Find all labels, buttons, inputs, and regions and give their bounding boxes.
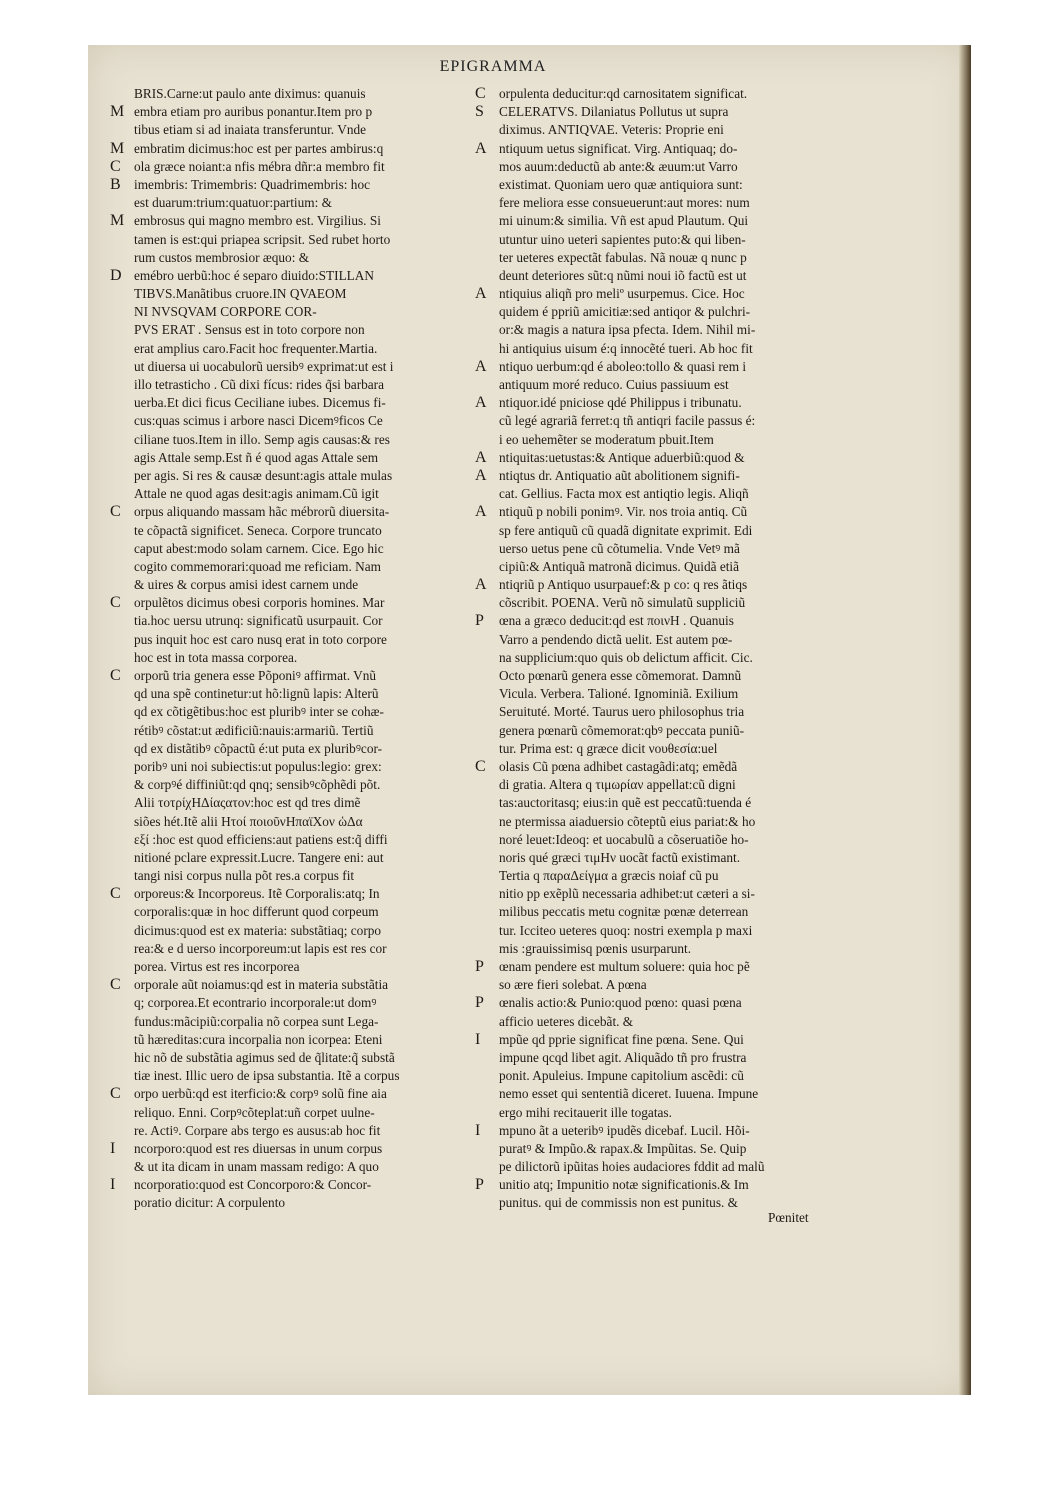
text-line [475,758,847,776]
text-line [475,612,847,630]
text-line [110,740,482,758]
text-line [110,267,482,285]
text-line [475,994,847,1012]
line-text: hic nõ de substãtia agimus sed de q̃litate:q̃ substã [134,1049,395,1065]
line-text: Varro a pendendo dictã uelit. Est autem pœ- [499,631,733,647]
line-text: εξί :hoc est quod efficiens:aut patiens est:q̃ diffi [134,831,388,847]
line-text: ntiquũ p nobili ponimꝰ. Vir. nos troia antiq. Cũ [499,504,748,520]
text-line [110,576,482,594]
text-line [475,1049,847,1067]
initial-letter: P [475,1176,484,1194]
text-line [110,522,482,540]
line-text: & uires & corpus amisi idest carnem unde [134,577,359,593]
text-line [110,667,482,685]
initial-letter: C [110,976,121,994]
line-text: ntiqriũ p Antiquo usurpauef:& p co: q res ãtiqs [499,577,748,593]
text-line [475,867,847,885]
text-line [110,412,482,430]
text-line [110,1049,482,1067]
text-line [110,558,482,576]
line-text: punitus. qui de commissis non est punitus. & [499,1195,738,1211]
initial-letter: C [110,594,121,612]
initial-letter: C [110,885,121,903]
initial-letter: A [475,503,487,521]
initial-letter: P [475,612,484,630]
initial-letter: D [110,266,122,284]
line-text: ncorporo:quod est res diuersas in unum corpus [134,1140,383,1156]
text-line [475,703,847,721]
line-text: poratio dicitur: A corpulento [134,1195,286,1211]
text-line [475,722,847,740]
line-text: afficio ueteres dicebãt. & [499,1013,634,1029]
line-text: cus:quas scimus i arbore nasci Dicemꝰficos Ce [134,413,383,429]
line-text: cat. Gellius. Facta mox est antiqtio legis. Aliqñ [499,486,749,502]
text-line [110,849,482,867]
text-line [110,467,482,485]
text-line [475,649,847,667]
line-text: PVS ERAT . Sensus est in toto corpore non [134,322,365,338]
text-line [110,631,482,649]
initial-letter: M [110,139,125,157]
line-text: fere meliora esse consueuerunt:aut mores: num [499,195,750,211]
line-text: poribꝰ uni noi subiectis:ut populus:legio: grex: [134,758,382,774]
line-text: embrosus qui magno membro est. Virgilius. Si [134,213,381,229]
text-line [110,85,482,103]
text-line [475,376,847,394]
text-line [110,321,482,339]
line-text: fundus:mãcipiũ:corpalia nõ corpea sunt Lega- [134,1013,379,1029]
text-line [110,1013,482,1031]
initial-letter: C [110,667,121,684]
text-line [475,631,847,649]
line-text: embra etiam pro auribus ponantur.Item pro p [134,104,373,120]
text-line [475,813,847,831]
text-line [475,958,847,976]
text-line [475,667,847,685]
text-line [110,922,482,940]
line-text: ciliane tuos.Item in illo. Semp agis causas:& res [134,431,390,447]
text-line [475,412,847,430]
line-text: noris qué græci τιμΗν uocãt factũ existimant. [499,849,741,865]
text-line [475,121,847,139]
text-line [110,594,482,612]
line-text: & corpꝰé diffiniũt:qd qnq; sensibꝰcõphẽdi põt. [134,777,381,793]
line-text: cogito commemorari:quoad me reficiam. Nam [134,558,382,574]
line-text: orpulẽtos dicimus obesi corporis homines. Mar [134,595,385,611]
line-text: reliquo. Enni. Corpꝰcõteplat:uñ corpet uulne- [134,1104,375,1120]
line-text: nitio pp exẽplũ necessaria adhibet:ut cæteri a si- [499,886,755,902]
line-text: corporalis:quæ in hoc differunt quod corpeum [134,904,379,920]
initial-letter: A [475,448,487,466]
line-text: embratim dicimus:hoc est per partes ambirus:q [134,140,384,156]
text-line [110,940,482,958]
line-text: orporũ tria genera esse Põponiꝰ affirmat. Vnũ [134,668,377,683]
line-text: NI NVSQVAM CORPORE COR- [134,304,317,320]
running-title: EPIGRAMMA [439,58,547,75]
initial-letter: A [475,357,487,375]
text-line [475,558,847,576]
text-line [475,903,847,921]
line-text: & ut ita dicam in unam massam redigo: A quo [134,1159,379,1175]
text-line [110,758,482,776]
initial-letter: A [475,466,487,484]
initial-letter: I [110,1176,116,1194]
text-line [110,649,482,667]
initial-letter: I [475,1030,481,1048]
text-line [475,849,847,867]
text-line [475,394,847,412]
text-line [110,976,482,994]
line-text: cõscribit. POENA. Verũ nõ simulatũ suppliciũ [499,595,746,611]
text-line [110,1031,482,1049]
text-line [475,1013,847,1031]
line-text: erat amplius caro.Facit hoc frequenter.Martia. [134,340,378,356]
text-line [475,249,847,267]
text-line [110,158,482,176]
text-line [475,1122,847,1140]
line-text: tangi nisi corpus nulla põt res.a corpus fit [134,868,355,884]
line-text: ntiquo uerbum:qd é aboleo:tollo & quasi rem i [499,358,747,374]
text-line [475,885,847,903]
line-text: antiquum moré reduco. Cuius passiuum est [499,377,729,392]
text-line [475,140,847,158]
line-text: impune qcqd libet agit. Aliquãdo tñ pro frustra [499,1049,747,1065]
line-text: qd ex distãtibꝰ cõpactũ é:ut puta ex pluribꝰcor- [134,740,383,756]
text-line [475,431,847,449]
line-text: tibus etiam si ad inaiata transferuntur. Vnde [134,122,367,138]
line-text: ne ptermissa aiaduersio cõteptũ eius pariat:& ho [499,813,756,829]
binding-edge [959,45,971,1395]
line-text: œnam pendere est multum soluere: quia hoc pẽ [499,959,750,974]
initial-letter: C [110,157,121,175]
text-line [475,1085,847,1103]
text-line [110,813,482,831]
text-line [475,540,847,558]
line-text: orpus aliquando massam hãc mébrorũ diuersita- [134,504,390,520]
line-text: di gratia. Altera q τιμωρίαν appellat:cũ digni [499,777,736,793]
line-text: ter ueteres expectãt fabulas. Nã nouæ q nunc p [499,249,747,265]
text-line [110,722,482,740]
text-line [475,976,847,994]
line-text: unitio atq; Impunitio notæ significationis.& Im [499,1177,749,1193]
line-text: nitioné pclare expressit.Lucre. Tangere eni: aut [134,849,384,865]
initial-letter: I [110,1139,116,1157]
text-line [110,394,482,412]
line-text: œna a græco deducit:qd est ποινΗ . Quanuis [499,613,734,629]
text-line [475,594,847,612]
line-text: noré leuet:Ideoq: et uocabulũ a cõseruatiõe ho- [499,831,749,847]
line-text: ntiquitas:uetustas:& Antique aduerbiũ:quod & [499,449,745,465]
text-line [110,867,482,885]
line-text: orporale aũt noiamus:qd est in materia substãtia [134,977,389,993]
text-line [110,231,482,249]
line-text: rea:& e d uerso incorporeum:ut lapis est res cor [134,940,387,956]
initial-letter: C [110,1085,121,1103]
text-line [475,1158,847,1176]
text-line [475,231,847,249]
line-text: q; corporea.Et econtrario incorporale:ut domꝰ [134,995,377,1011]
line-text: ntiquor.idé pniciose qdé Philippus i tribunatu. [499,395,742,411]
text-line [475,103,847,121]
line-text: emébro uerbũ:hoc é separo diuido:STILLAN [134,267,375,283]
text-line [110,249,482,267]
text-line [110,1176,482,1194]
text-line [475,358,847,376]
line-text: mi uinum:& similia. Vñ est apud Plautum. Qui [499,213,749,229]
text-line [475,267,847,285]
line-text: mpuno ãt a ueteribꝰ ipudẽs dicebaf. Lucil. Hõi- [499,1122,750,1138]
text-line [475,522,847,540]
text-line [110,958,482,976]
line-text: ntiquius aliqñ pro meliº usurpemus. Cice. Hoc [499,286,745,302]
text-line [110,212,482,230]
text-line [110,1158,482,1176]
line-text: diximus. ANTIQVAE. Veteris: Proprie eni [499,122,724,138]
line-text: ntiquum uetus significat. Virg. Antiquaq; do- [499,140,738,156]
line-text: mpũe qd pprie significat fine pœna. Sene. Qui [499,1031,744,1047]
line-text: utuntur uino ueteri sapientes puto:& qui liben- [499,231,746,247]
line-text: hi antiquius uisum é:q innocẽté tueri. Ab hoc fit [499,340,753,356]
text-line [110,1122,482,1140]
line-text: tur. Icciteo ueteres quoq: nostri exempla p maxi [499,922,753,938]
initial-letter: A [475,576,487,594]
line-text: tamen is est:qui priapea scripsit. Sed rubet horto [134,231,391,247]
line-text: quidem é ppriũ amicitiæ:sed antiqor & pulchri- [499,304,751,320]
line-text: orpulenta deducitur:qd carnositatem significat. [499,86,748,101]
text-line [475,1067,847,1085]
text-line [110,831,482,849]
line-text: rum custos membrosior æquo: & [134,249,310,265]
line-text: hoc est in tota massa corporea. [134,649,298,665]
line-text: Seruituté. Morté. Taurus uero philosophus tria [499,704,745,720]
text-line [110,776,482,794]
text-line [110,103,482,121]
text-line [475,740,847,758]
line-text: mos auum:deductũ ab ante:& æuum:ut Varro [499,158,738,174]
line-text: pus inquit hoc est caro nusq erat in toto corpore [134,631,387,647]
line-text: ponit. Apuleius. Impune capitolium ascẽdi: cũ [499,1068,744,1084]
text-line [110,685,482,703]
text-line [110,612,482,630]
line-text: re. Actiꝰ. Corpare abs tergo es ausus:ab hoc fit [134,1122,381,1138]
line-text: per agis. Si res & causæ desunt:agis attale mulas [134,467,393,483]
line-text: cũ legé agrariã ferret:q tñ antiqri facile passus é: [499,413,756,429]
text-line [110,885,482,903]
line-text: pe dilictorũ ipũitas hoies audaciores fddit ad malũ [499,1159,765,1175]
text-line [475,285,847,303]
line-text: Attale ne quod agas desit:agis animam.Cũ igit [134,486,379,502]
line-text: agis Attale semp.Est ñ é quod agas Attale sem [134,449,379,465]
line-text: BRIS.Carne:ut paulo ante diximus: quanuis [134,86,366,101]
initial-letter: M [110,212,125,230]
text-line [110,485,482,503]
line-text: ncorporatio:quod est Concorporo:& Concor- [134,1177,372,1193]
text-line [475,321,847,339]
line-text: est duarum:trium:quatuor:partium: & [134,195,332,211]
text-line [110,540,482,558]
line-text: Octo pœnarũ genera esse cõmemorat. Damnũ [499,668,742,683]
line-text: ntiqtus dr. Antiquatio aũt abolitionem signifi- [499,467,740,483]
text-line [475,85,847,103]
text-line [110,358,482,376]
text-line [475,685,847,703]
text-line [110,303,482,321]
line-text: TIBVS.Manãtibus cruore.IN QVAEOM [134,286,347,302]
catchword: Pœnitet [768,1210,809,1225]
text-line [475,449,847,467]
text-line [110,176,482,194]
line-text: dicimus:quod est ex materia: substãtiaq; corpo [134,922,382,938]
text-line [475,212,847,230]
text-line [110,340,482,358]
initial-letter: B [110,175,121,193]
text-line [475,467,847,485]
initial-letter: I [475,1121,481,1139]
text-line [110,121,482,139]
line-text: ut diuersa ui uocabulorũ uersibꝰ exprimat:ut est i [134,358,394,374]
line-text: mis :grauissimisq pœnis usurparunt. [499,940,692,956]
text-line [475,831,847,849]
text-line [475,922,847,940]
line-text: ola græce noiant:a nfis mébra dñr:a membro fit [134,158,385,174]
text-line [110,503,482,521]
text-line [110,285,482,303]
text-line [475,794,847,812]
line-text: deunt deteriores sũt:q nũmi noui iõ factũ est ut [499,267,747,283]
line-text: tia.hoc uersu utrunq: significatũ usurpauit. Cor [134,613,383,629]
initial-letter: C [110,503,121,521]
text-line [110,903,482,921]
line-text: or:& magis a natura ipsa pfecta. Idem. Nihil mi- [499,322,756,338]
line-text: existimat. Quoniam uero quæ antiquiora sunt: [499,176,743,192]
text-line [110,140,482,158]
line-text: puratꝰ & Impũo.& rapax.& Impũitas. Se. Quip [499,1140,747,1156]
text-line [110,1085,482,1103]
line-text: tur. Prima est: q græce dicit νουθεσία:uel [499,740,718,756]
initial-letter: A [475,139,487,157]
text-line [110,194,482,212]
line-text: tũ hæreditas:cura incorpalia non icorpea: Eteni [134,1031,383,1047]
initial-letter: M [110,103,125,121]
line-text: CELERATVS. Dilaniatus Pollutus ut supra [499,104,729,120]
initial-letter: A [475,394,487,412]
text-line [475,158,847,176]
text-line [110,1140,482,1158]
line-text: orporeus:& Incorporeus. Itẽ Corporalis:atq; In [134,886,380,902]
text-line [110,376,482,394]
line-text: siões hét.Itẽ alii Ητοί ποιοῦνΗπαϊΧον ὡΔα [134,813,363,829]
text-line [475,1140,847,1158]
line-text: uerba.Et dici ficus Ceciliane iubes. Dicemus fi- [134,395,386,411]
text-line [475,194,847,212]
line-text: so ære fieri solebat. A pœna [499,977,647,993]
line-text: cipiũ:& Antiquã matronã dicimus. Quidã etiã [499,558,740,574]
initial-letter: S [475,103,484,121]
line-text: milibus peccatis metu cognitæ pœnæ deterrean [499,904,749,920]
line-text: Tertia q παραΔείγμα a græcis noiaf cũ pu [499,868,719,884]
left-column [110,85,482,1213]
line-text: te cõpactã significet. Seneca. Corpore truncato [134,522,382,538]
line-text: orpo uerbũ:qd est iterficio:& corpꝰ solũ fine aia [134,1086,387,1102]
text-line [110,794,482,812]
line-text: uerso uetus pene cũ cõtumelia. Vnde Vetꝰ mã [499,540,740,556]
initial-letter: P [475,958,484,975]
line-text: nemo esset qui sententiã diceret. Iuuena. Impune [499,1086,759,1102]
line-text: i eo uehemẽter se moderatum pbuit.Item [499,431,714,447]
line-text: caput abest:modo solam carnem. Cice. Ego hic [134,540,384,556]
text-line [110,431,482,449]
text-line [110,1067,482,1085]
line-text: rétibꝰ cõstat:ut ædificiũ:nauis:armariũ. Tertiũ [134,722,374,738]
line-text: na supplicium:quo quis ob delictum afficit. Cic. [499,649,753,665]
text-line [110,1104,482,1122]
text-line [475,176,847,194]
text-line [475,1031,847,1049]
text-line [475,503,847,521]
initial-letter: P [475,994,484,1012]
line-text: tas:auctoritasq; eius:in quẽ est peccatũ:tuenda é [499,795,752,811]
text-line [475,576,847,594]
text-line [475,1104,847,1122]
text-line [110,449,482,467]
text-line [475,303,847,321]
initial-letter: C [475,85,486,102]
line-text: Vicula. Verbera. Talioné. Ignominiã. Exilium [499,686,739,702]
text-line [475,340,847,358]
text-line [475,776,847,794]
text-line [110,703,482,721]
text-line [110,1194,482,1212]
initial-letter: C [475,757,486,775]
text-line [475,940,847,958]
line-text: tiæ inest. Illic uero de ipsa substantia. Itẽ a corpus [134,1068,400,1084]
line-text: porea. Virtus est res incorporea [134,959,300,974]
line-text: ergo mihi recitauerit ille togatas. [499,1104,672,1120]
line-text: genera pœnarũ cõmemorat:qbꝰ peccata puniũ- [499,722,745,738]
line-text: olasis Cũ pœna adhibet castagãdi:atq; emẽdã [499,758,738,774]
line-text: sp fere antiquũ cũ quadã dignitate exprimit. Edi [499,522,753,538]
text-line [475,1176,847,1194]
right-column [475,85,847,1213]
line-text: œnalis actio:& Punio:quod pœno: quasi pœna [499,995,742,1011]
line-text: Alii τοτρίχΗΔίαςατον:hoc est qd tres dimẽ [134,795,361,811]
line-text: illo tetrasticho . Cũ dixi fícus: rides q̃si barbara [134,377,384,392]
initial-letter: A [475,285,487,303]
line-text: imembris: Trimembris: Quadrimembris: hoc [134,176,371,192]
text-line [475,485,847,503]
line-text: qd ex cõtigẽtibus:hoc est pluribꝰ inter se cohæ- [134,704,384,720]
text-line [110,994,482,1012]
line-text: qd una spẽ continetur:ut hõ:lignũ lapis: Alterũ [134,686,379,702]
